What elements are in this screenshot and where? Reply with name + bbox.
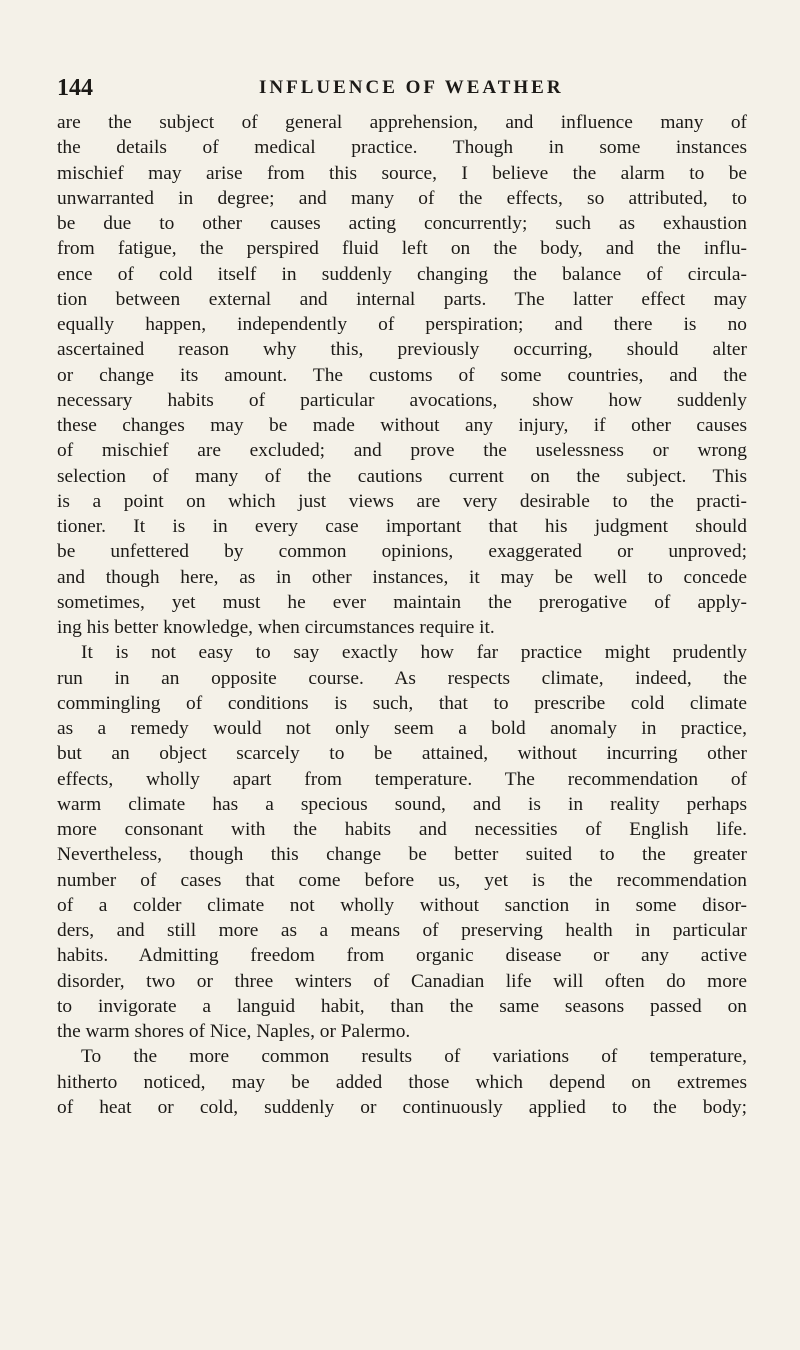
text-line: is a point on which just views are very desirable to the practi- [57, 490, 747, 512]
text-line: or change its amount. The customs of some countries, and the [57, 364, 747, 386]
text-line: to invigorate a languid habit, than the same seasons passed on [57, 995, 747, 1017]
text-line: but an object scarcely to be attained, without incurring other [57, 743, 747, 765]
text-line: of mischief are excluded; and prove the uselessness or wrong [57, 440, 747, 462]
text-line: ence of cold itself in suddenly changing the balance of circula- [57, 263, 747, 285]
text-line: habits. Admitting freedom from organic disease or any active [57, 945, 747, 967]
paragraph-start-line: It is not easy to say exactly how far practice might prudently [81, 642, 747, 664]
text-line: hitherto noticed, may be added those which depend on extremes [57, 1071, 747, 1093]
page-number: 144 [57, 75, 93, 101]
text-line: are the subject of general apprehension, and influence many of [57, 112, 747, 133]
text-line: be unfettered by common opinions, exaggerated or unproved; [57, 541, 747, 563]
text-line: Nevertheless, though this change be better suited to the greater [57, 844, 747, 866]
text-line: disorder, two or three winters of Canadian life will often do more [57, 970, 747, 992]
body-text [57, 110, 747, 1120]
text-line: ascertained reason why this, previously occurring, should alter [57, 339, 747, 361]
running-head: INFLUENCE OF WEATHER [259, 77, 564, 98]
text-line: more consonant with the habits and necessities of English life. [57, 819, 747, 840]
text-line: ders, and still more as a means of preserving health in particular [57, 920, 747, 941]
text-line: selection of many of the cautions current on the subject. This [57, 465, 747, 487]
text-line: from fatigue, the perspired fluid left on the body, and the influ- [57, 238, 747, 260]
text-line: the details of medical practice. Though in some instances [57, 137, 747, 159]
text-line: these changes may be made without any injury, if other causes [57, 415, 747, 436]
text-line: sometimes, yet must he ever maintain the prerogative of apply- [57, 591, 747, 613]
text-line: warm climate has a specious sound, and is in reality perhaps [57, 793, 747, 815]
page-header [57, 74, 757, 102]
text-line: be due to other causes acting concurrently; such as exhaustion [57, 213, 747, 234]
text-line: the warm shores of Nice, Naples, or Palermo. [57, 1021, 411, 1042]
text-line: commingling of conditions is such, that to prescribe cold climate [57, 692, 747, 714]
text-line: necessary habits of particular avocations, show how suddenly [57, 389, 747, 411]
text-line: mischief may arise from this source, I believe the alarm to be [57, 162, 747, 184]
text-line: run in an opposite course. As respects climate, indeed, the [57, 667, 747, 689]
text-line: of heat or cold, suddenly or continuously applied to the body; [57, 1096, 747, 1118]
text-line: of a colder climate not wholly without sanction in some disor- [57, 894, 747, 916]
paragraph-start-line: To the more common results of variations of temperature, [81, 1046, 747, 1068]
text-line: tion between external and internal parts. The latter effect may [57, 288, 747, 310]
text-line: ing his better knowledge, when circumstances require it. [57, 617, 495, 638]
text-line: tioner. It is in every case important that his judgment should [57, 516, 747, 537]
text-line: unwarranted in degree; and many of the effects, so attributed, to [57, 187, 747, 209]
text-line: equally happen, independently of perspiration; and there is no [57, 314, 747, 335]
text-line: number of cases that come before us, yet is the recommendation [57, 869, 747, 891]
text-line: effects, wholly apart from temperature. The recommendation of [57, 768, 747, 790]
text-line: and though here, as in other instances, it may be well to concede [57, 566, 747, 588]
text-line: as a remedy would not only seem a bold anomaly in practice, [57, 718, 747, 739]
